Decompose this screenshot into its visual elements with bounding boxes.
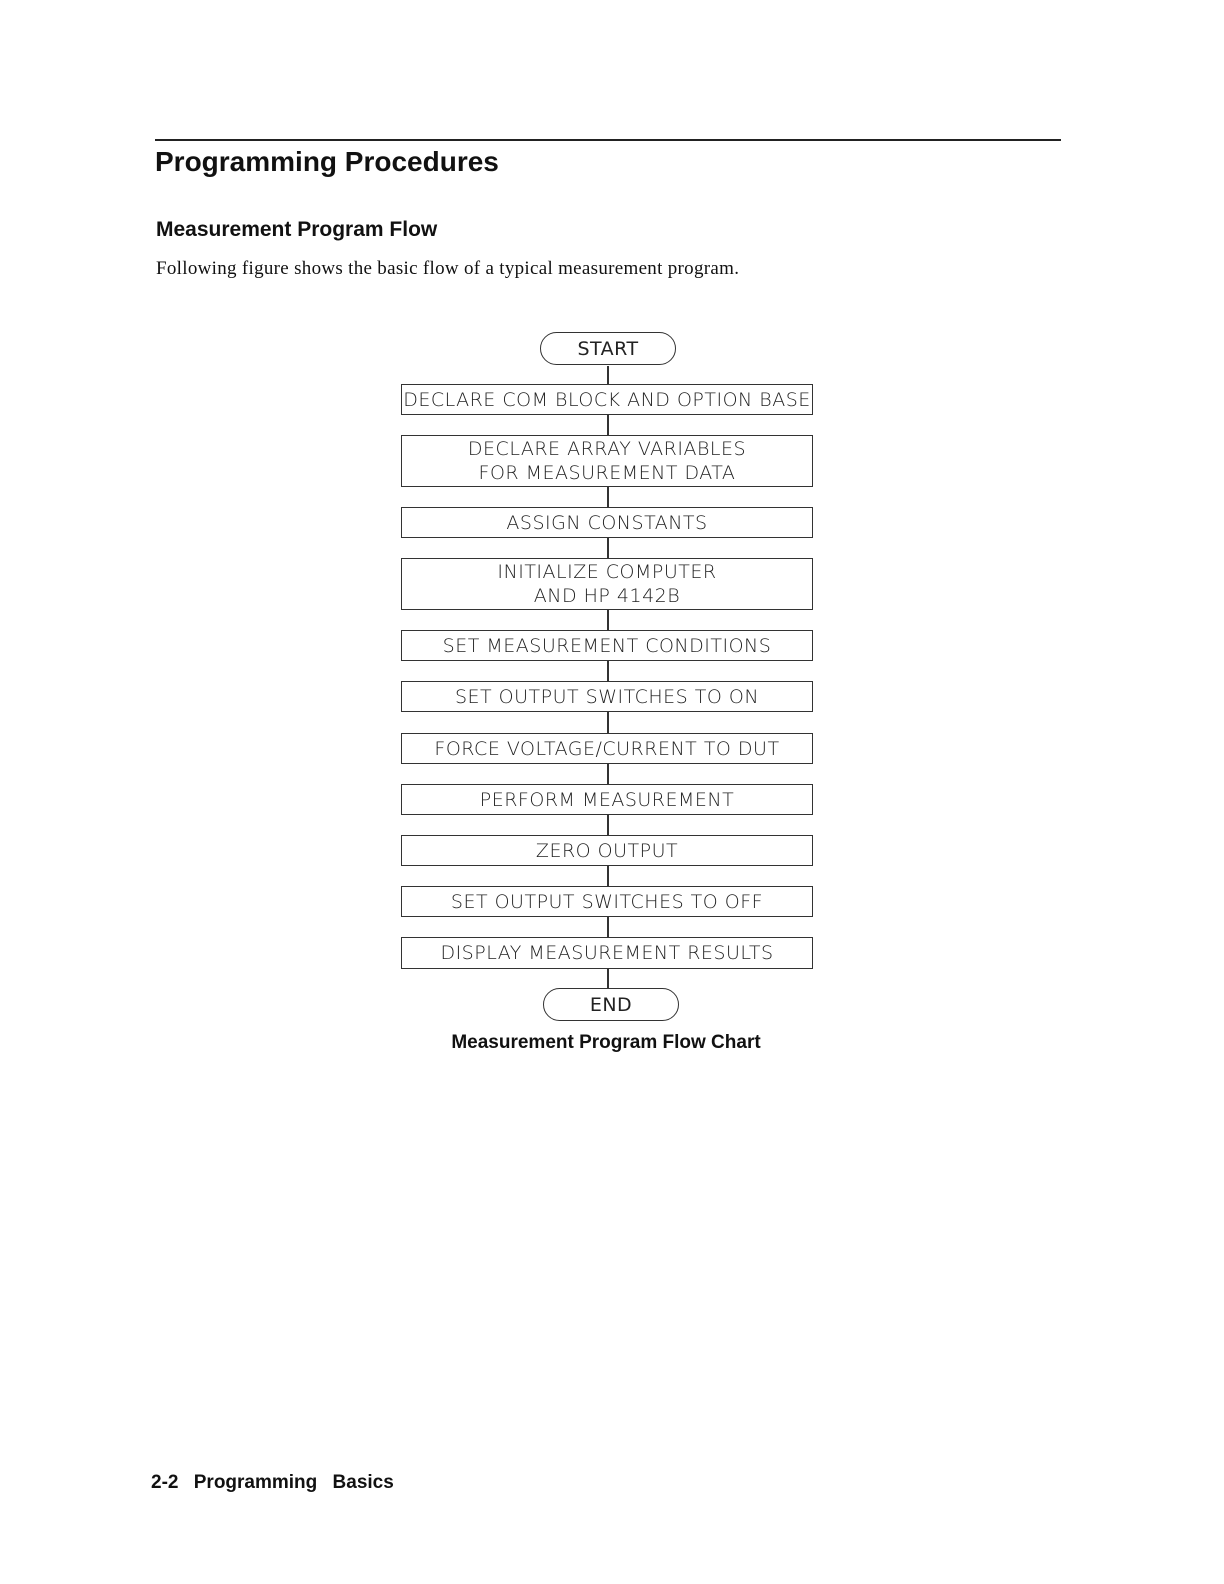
flow-step-label: DECLARE ARRAY VARIABLES — [467, 438, 747, 460]
flow-step-label: ASSIGN CONSTANTS — [506, 511, 708, 534]
page-number: 2-2 — [151, 1472, 179, 1493]
flow-step-label: FORCE VOLTAGE/CURRENT TO DUT — [434, 737, 780, 760]
flow-step — [401, 835, 813, 866]
flow-step-label: DECLARE COM BLOCK AND OPTION BASE — [403, 388, 811, 411]
flow-step — [401, 784, 813, 815]
flow-step — [401, 435, 813, 487]
flow-step — [401, 886, 813, 917]
flow-step — [401, 507, 813, 538]
flow-step-label: FOR MEASUREMENT DATA — [478, 462, 736, 484]
figure-caption: Measurement Program Flow Chart — [451, 1032, 761, 1053]
flow-step — [401, 681, 813, 712]
section-title: Measurement Program Flow — [156, 218, 438, 241]
flow-step-label: SET MEASUREMENT CONDITIONS — [442, 634, 772, 657]
flow-step-label: SET OUTPUT SWITCHES TO ON — [454, 685, 760, 708]
flow-end-terminal: END — [543, 988, 679, 1021]
flow-step — [401, 558, 813, 610]
flow-step-label: DISPLAY MEASUREMENT RESULTS — [440, 942, 774, 964]
flow-step-label: SET OUTPUT SWITCHES TO OFF — [450, 890, 764, 913]
flow-step — [401, 630, 813, 661]
flow-step-label: INITIALIZE COMPUTER — [497, 561, 717, 583]
flow-step — [401, 384, 813, 415]
flow-step — [401, 733, 813, 764]
page-title: Programming Procedures — [155, 146, 499, 177]
intro-paragraph: Following figure shows the basic flow of a typical measurement program. — [156, 258, 740, 279]
flow-step-label: AND HP 4142B — [533, 585, 681, 607]
flow-step — [401, 937, 813, 969]
flow-start-terminal: START — [540, 332, 676, 365]
page-footer — [151, 1472, 394, 1494]
flow-step-label: PERFORM MEASUREMENT — [479, 788, 735, 811]
flow-step-label: ZERO OUTPUT — [535, 839, 679, 862]
chapter-name: Programming Basics — [193, 1472, 394, 1493]
